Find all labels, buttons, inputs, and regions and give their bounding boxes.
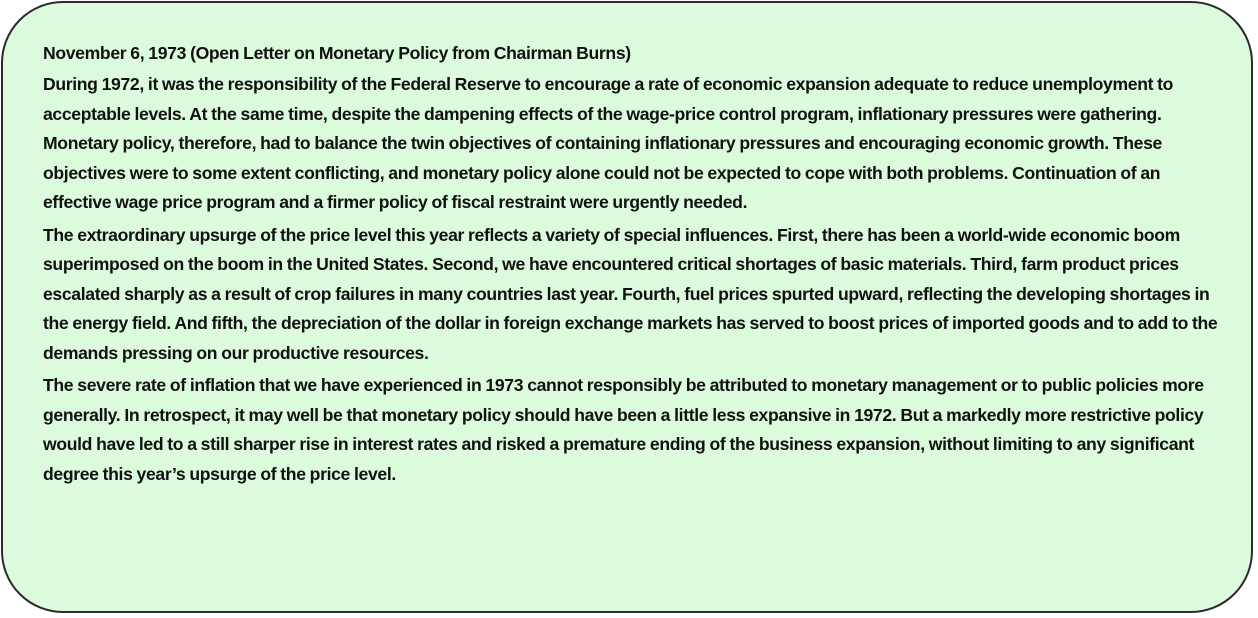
letter-title: November 6, 1973 (Open Letter on Monetary Policy from Chairman Burns)	[43, 43, 631, 63]
paragraph-1972-policy: During 1972, it was the responsibility of the Federal Reserve to encourage a rate of economic expansion adequate to reduce unemployment to acceptable levels. At the same time, despite the dampening effects of the wage-price control program, inflationary pressures were gathering. Monetary policy, therefore, had to balance the twin objectives of containing inflationary pressures and encouraging economic growth. These objectives were to some extent conflicting, and monetary policy alone could not be expected to cope with both problems. Continuation of an effective wage price program and a firmer policy of fiscal restraint were urgently needed.	[43, 74, 1174, 212]
letter-panel	[1, 1, 1253, 613]
paragraph-inflation-1973: The severe rate of inflation that we have experienced in 1973 cannot responsibly be attributed to monetary management or to public policies more generally. In retrospect, it may well be that monetary policy should have been a little less expansive in 1972. But a markedly more restrictive policy would have led to a still sharper rise in interest rates and risked a premature ending of the business expansion, without limiting to any significant degree this year’s upsurge of the price level.	[43, 375, 1204, 484]
paragraph-price-upsurge: The extraordinary upsurge of the price level this year reflects a variety of special influences. First, there has been a world-wide economic boom superimposed on the boom in the United States. Second, we have encountered critical shortages of basic materials. Third, farm product prices escalated sharply as a result of crop failures in many countries last year. Fourth, fuel prices spurted upward, reflecting the developing shortages in the energy field. And fifth, the depreciation of the dollar in foreign exchange markets has served to boost prices of imported goods and to add to the demands pressing on our productive resources.	[43, 224, 1218, 363]
letter-content	[43, 40, 1218, 492]
